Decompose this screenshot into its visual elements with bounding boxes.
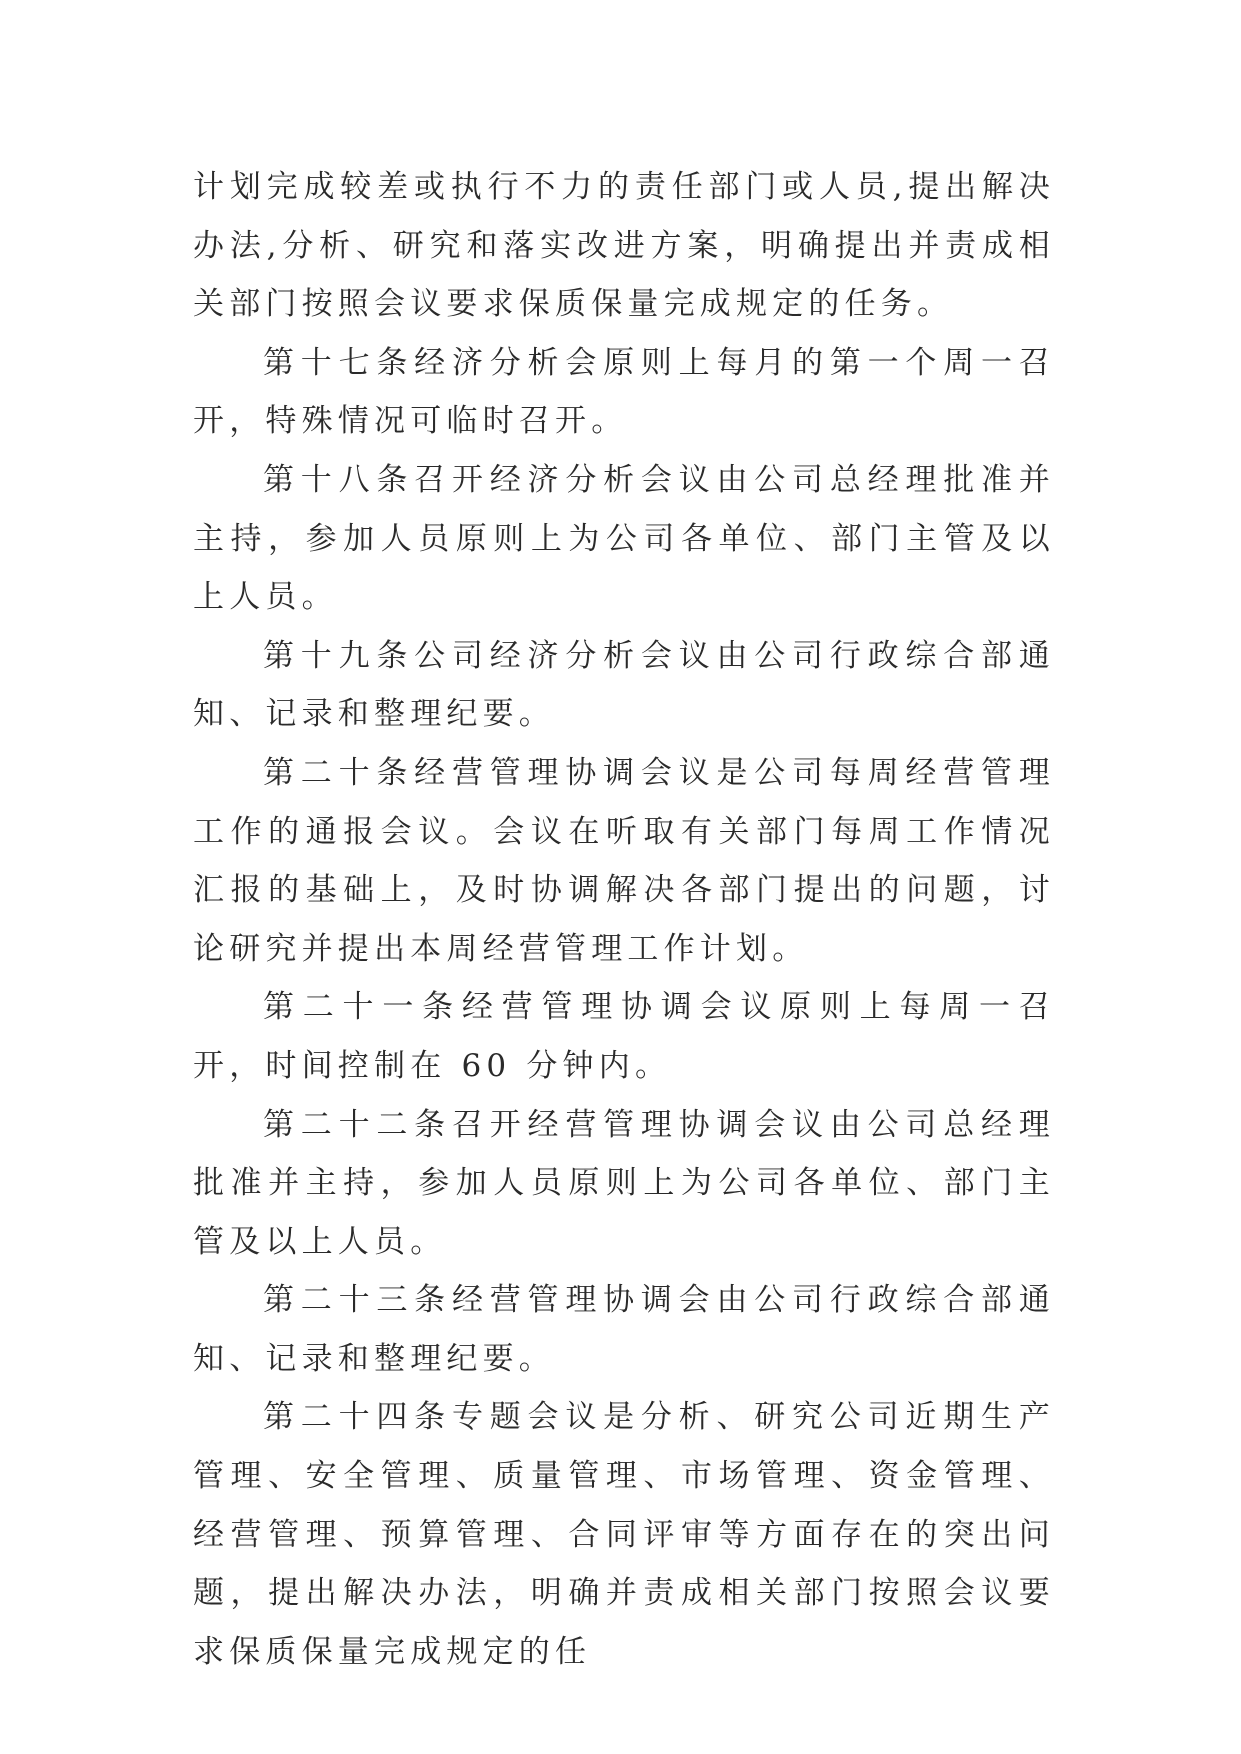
paragraph-article-23: 第二十三条经营管理协调会由公司行政综合部通知、记录和整理纪要。 [193, 1282, 1055, 1377]
paragraph-article-24: 第二十四条专题会议是分析、研究公司近期生产管理、安全管理、质量管理、市场管理、资金管理、经营管理、预算管理、合同评审等方面存在的突出问题，提出解决办法，明确并责成相关部门按照会议要求保质保量完成规定的任 [193, 1399, 1055, 1670]
document-body [193, 158, 1055, 1681]
paragraph-article-22: 第二十二条召开经营管理协调会议由公司总经理批准并主持，参加人员原则上为公司各单位、部门主管及以上人员。 [193, 1106, 1055, 1260]
paragraph-article-17: 第十七条经济分析会原则上每月的第一个周一召开，特殊情况可临时召开。 [193, 344, 1055, 440]
paragraph-article-19: 第十九条公司经济分析会议由公司行政综合部通知、记录和整理纪要。 [193, 637, 1055, 733]
paragraph-continuation: 计划完成较差或执行不力的责任部门或人员,提出解决办法,分析、研究和落实改进方案，明确提出并责成相关部门按照会议要求保质保量完成规定的任务。 [193, 169, 1055, 323]
paragraph-article-18: 第十八条召开经济分析会议由公司总经理批准并主持，参加人员原则上为公司各单位、部门主管及以上人员。 [193, 461, 1055, 616]
paragraph-article-21: 第二十一条经营管理协调会议原则上每周一召开，时间控制在 60 分钟内。 [193, 989, 1055, 1084]
paragraph-article-20: 第二十条经营管理协调会议是公司每周经营管理工作的通报会议。会议在听取有关部门每周工作情况汇报的基础上，及时协调解决各部门提出的问题，讨论研究并提出本周经营管理工作计划。 [193, 754, 1055, 967]
